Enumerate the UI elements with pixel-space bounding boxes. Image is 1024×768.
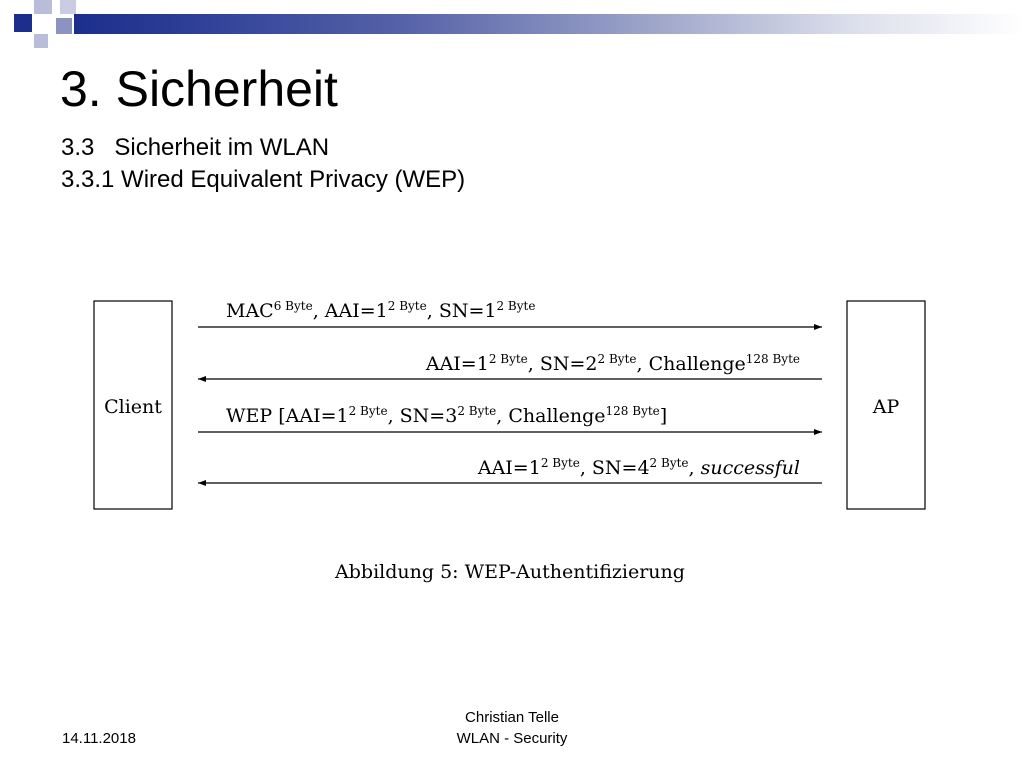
footer-date: 14.11.2018 xyxy=(62,730,136,747)
footer-info xyxy=(412,707,612,749)
superscript-size: 2 Byte xyxy=(387,299,427,313)
superscript-size: 2 Byte xyxy=(649,456,689,470)
footer-author: Christian Telle xyxy=(465,709,559,726)
footer-topic: WLAN - Security xyxy=(456,730,568,747)
superscript-size: 2 Byte xyxy=(348,404,388,418)
slide-subtitle-section: 3.3 Sicherheit im WLAN xyxy=(61,134,330,161)
slide-subtitle-subsection: 3.3.1 Wired Equivalent Privacy (WEP) xyxy=(61,166,466,193)
ap-label: AP xyxy=(872,396,900,418)
superscript-size: 2 Byte xyxy=(496,299,536,313)
client-label: Client xyxy=(104,396,162,418)
superscript-size: 2 Byte xyxy=(488,352,528,366)
superscript-size: 2 Byte xyxy=(540,456,580,470)
message-label-3: WEP [$AAI=1^{2 Byte}$, $SN=3^{2 Byte}$, Challenge$^{128 Byte}$] xyxy=(226,404,668,427)
message-group xyxy=(198,299,822,483)
figure-caption: Abbildung 5: WEP-Authentifizierung xyxy=(335,561,685,583)
message-label-4: $AAI=1^{2 Byte}$, $SN=4^{2 Byte}$, successful xyxy=(477,456,800,479)
superscript-size: 2 Byte xyxy=(457,404,497,418)
slide-title: 3. Sicherheit xyxy=(60,61,338,117)
superscript-size: 128 Byte xyxy=(605,404,660,418)
superscript-size: 2 Byte xyxy=(597,352,637,366)
superscript-size: 6 Byte xyxy=(273,299,313,313)
message-label-2: $AAI=1^{2 Byte}$, $SN=2^{2 Byte}$, Challenge$^{128 Byte}$ xyxy=(425,352,800,375)
message-label-1: $MAC^{6 Byte}$, $AAI=1^{2 Byte}$, $SN=1^{2 Byte}$ xyxy=(226,299,536,322)
superscript-size: 128 Byte xyxy=(745,352,800,366)
